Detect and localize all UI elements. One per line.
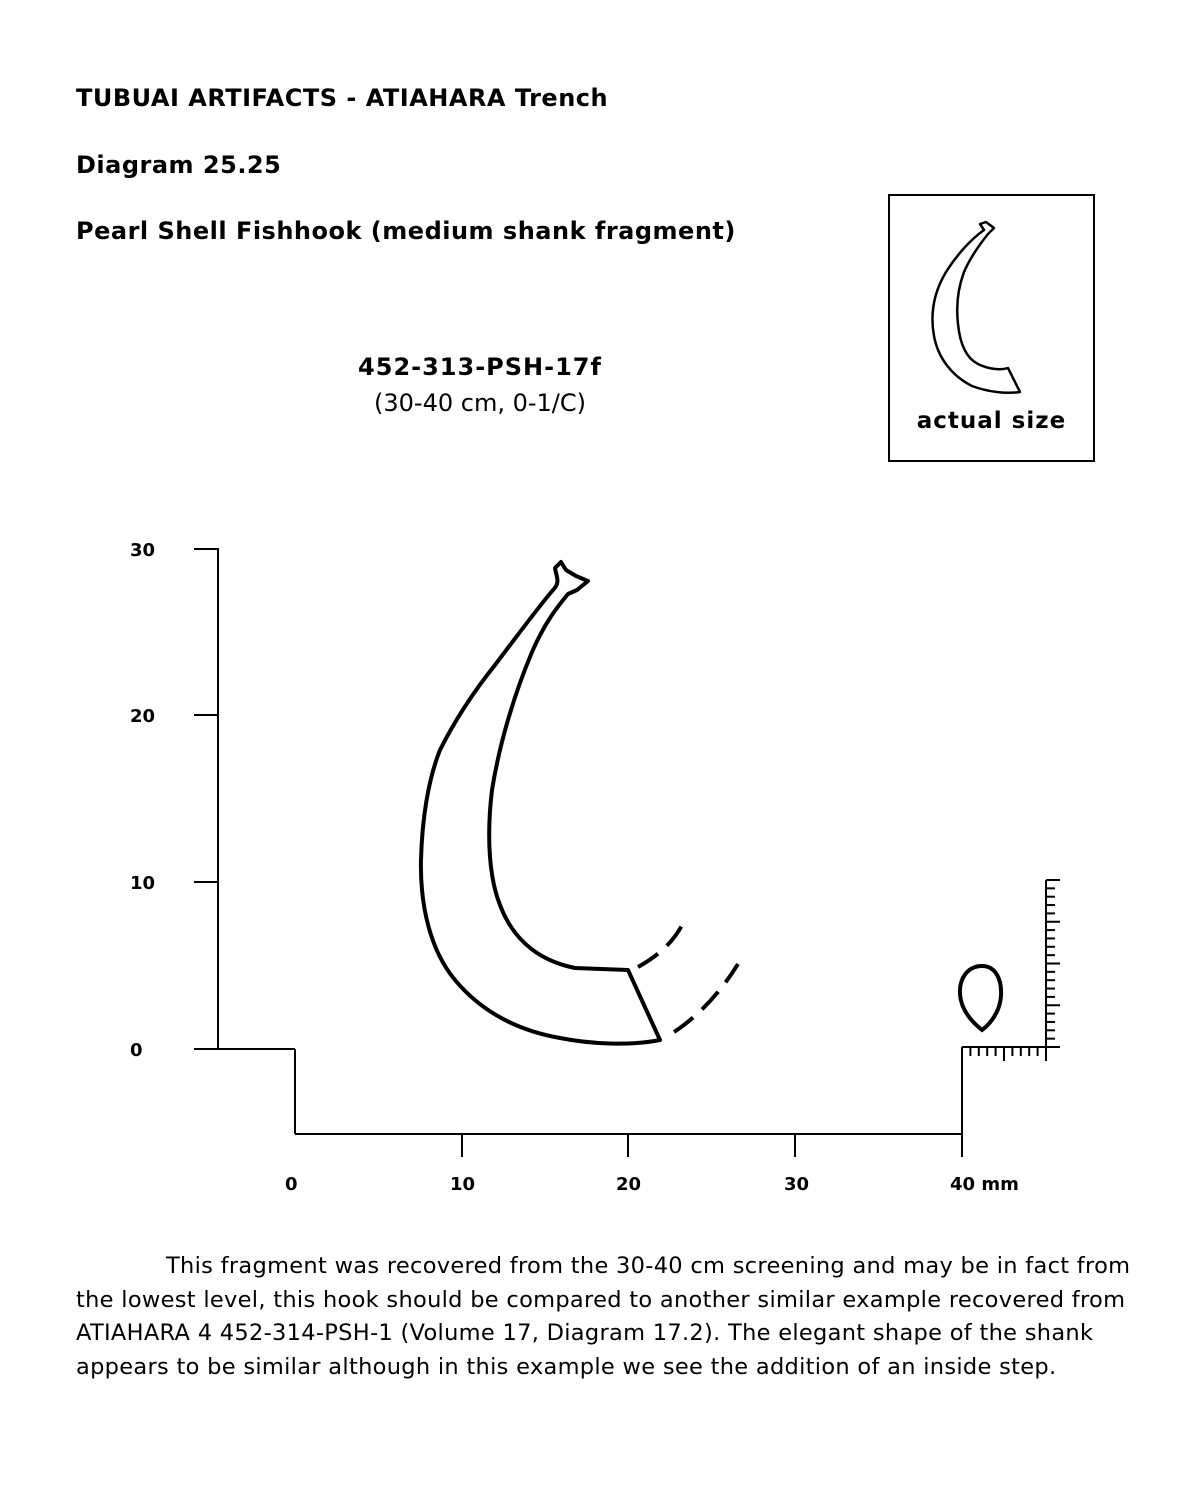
mm-scale-vertical-ticks <box>1046 880 1060 1047</box>
x-tick-label: 30 <box>784 1174 810 1195</box>
reconstruction-inner-dashed <box>638 916 686 967</box>
specimen-id: 452-313-PSH-17f <box>358 353 602 381</box>
mm-scale <box>962 880 1060 1061</box>
y-tick-label: 0 <box>130 1040 143 1061</box>
artifact-subtitle: Pearl Shell Fishhook (medium shank fragment) <box>76 217 736 245</box>
x-tick-label: 20 <box>616 1174 642 1195</box>
x-tick-label: 40 mm <box>950 1174 1019 1195</box>
cross-section-outline <box>960 966 1001 1030</box>
y-tick-label: 10 <box>130 873 156 894</box>
mm-scale-horizontal-ticks <box>962 1047 1046 1061</box>
reconstruction-outer-dashed <box>674 964 738 1032</box>
page-title: TUBUAI ARTIFACTS - ATIAHARA Trench <box>76 84 609 112</box>
y-tick-label: 30 <box>130 540 156 561</box>
y-tick-label: 20 <box>130 706 156 727</box>
caption-paragraph: This fragment was recovered from the 30-40 cm screening and may be in fact from the lowest level, this hook should be compared to another similar example recovered from ATIAHARA 4 452-314-PSH-1 (Volume 17, Diagram 17.2). The elegant shape of the shank appears to be similar although in this example we see the addition of an inside step. <box>76 1253 1131 1380</box>
x-tick-label: 10 <box>450 1174 476 1195</box>
diagram-number: Diagram 25.25 <box>76 151 282 179</box>
inset-label: actual size <box>916 408 1067 434</box>
fishhook-outline <box>421 562 660 1044</box>
specimen-location: (30-40 cm, 0-1/C) <box>374 389 586 417</box>
x-tick-label: 0 <box>285 1174 298 1195</box>
